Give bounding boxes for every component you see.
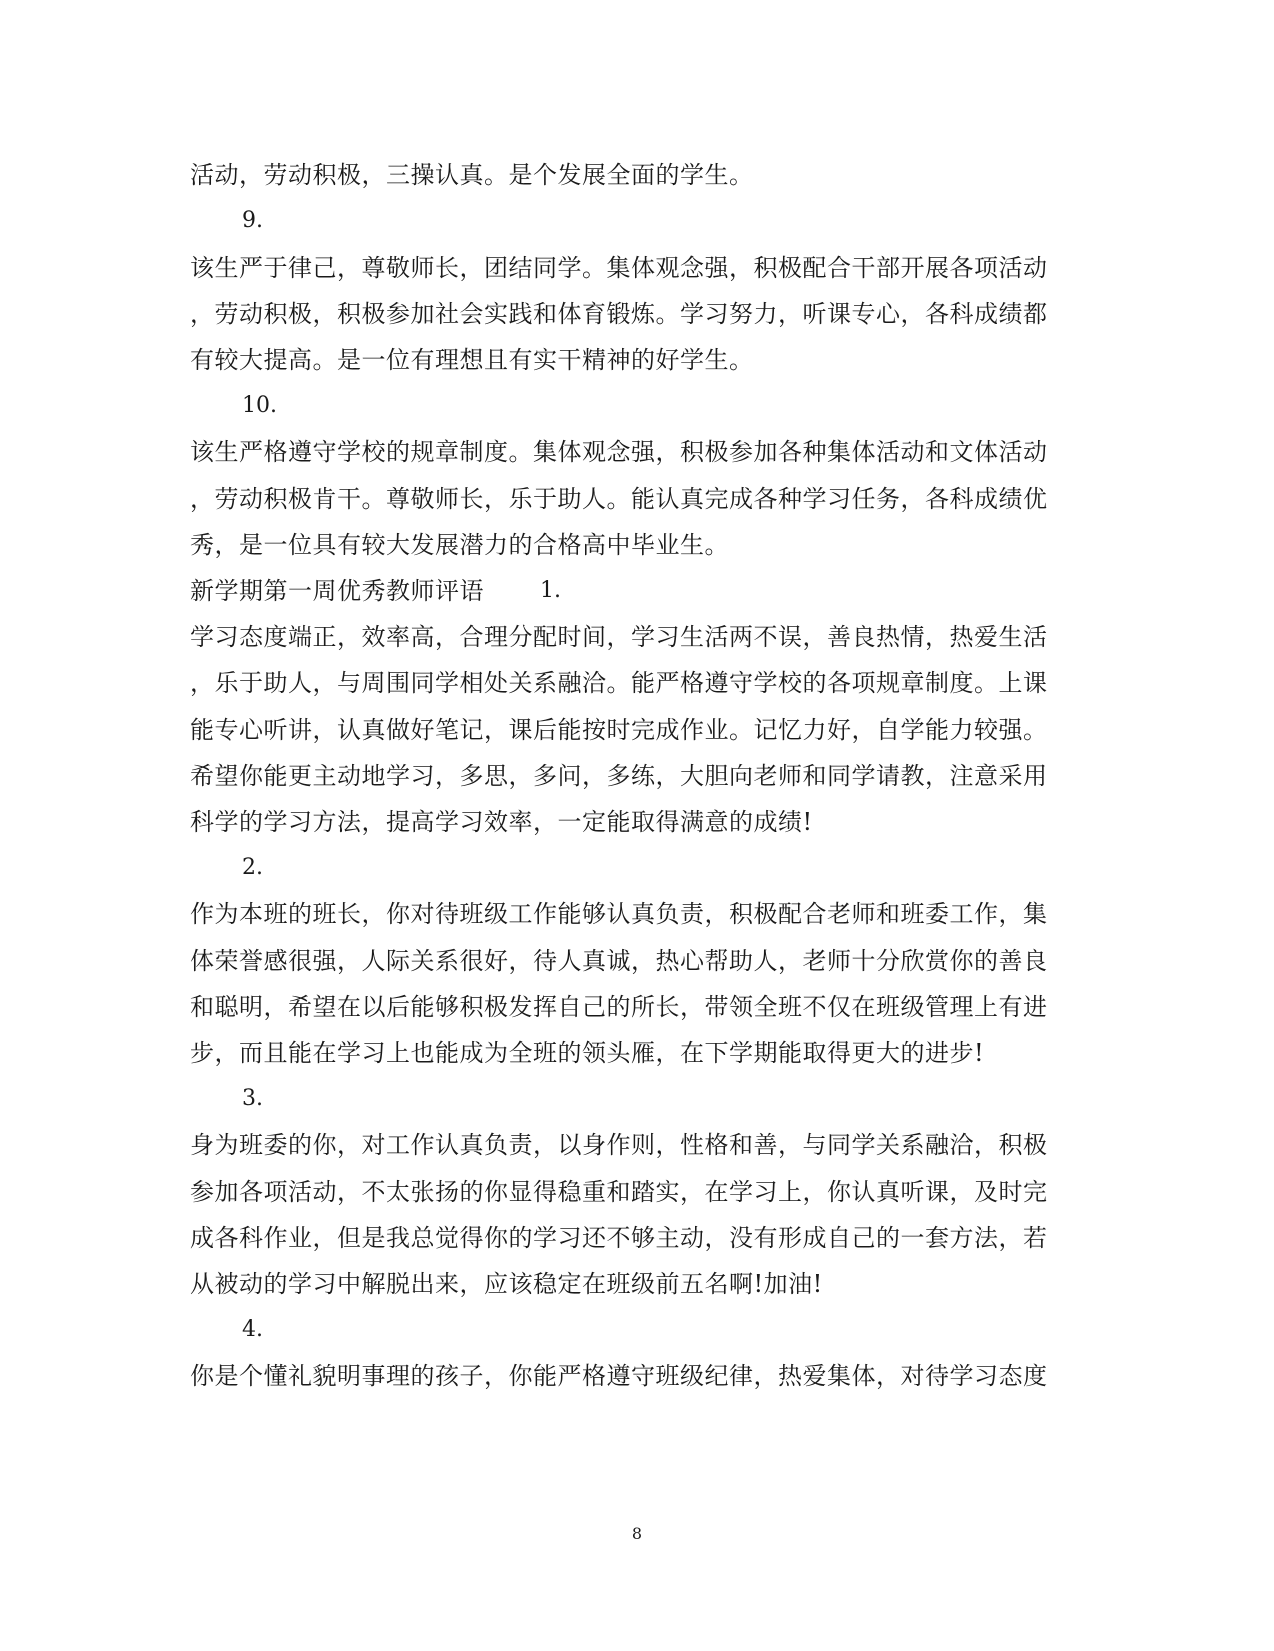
text-line: ，劳动积极肯干。尊敬师长，乐于助人。能认真完成各种学习任务，各科成绩优 [190, 485, 1048, 513]
item-number: 10. [242, 393, 277, 418]
section-heading: 新学期第一周优秀教师评语 [190, 577, 484, 605]
item-number: 9. [242, 208, 263, 233]
text-line: 你是个懂礼貌明事理的孩子，你能严格遵守班级纪律，热爱集体，对待学习态度 [190, 1362, 1048, 1390]
text-line: 秀，是一位具有较大发展潜力的合格高中毕业生。 [190, 531, 729, 559]
text-line: 科学的学习方法，提高学习效率，一定能取得满意的成绩! [190, 808, 813, 836]
text-line: 参加各项活动，不太张扬的你显得稳重和踏实，在学习上，你认真听课，及时完 [190, 1178, 1048, 1206]
item-number: 3. [242, 1086, 263, 1111]
page-number: 8 [631, 1524, 643, 1543]
text-line: ，乐于助人，与周围同学相处关系融洽。能严格遵守学校的各项规章制度。上课 [190, 669, 1048, 697]
text-line: 学习态度端正，效率高，合理分配时间，学习生活两不误，善良热情，热爱生活 [190, 623, 1048, 651]
text-line: 身为班委的你，对工作认真负责，以身作则，性格和善，与同学关系融洽，积极 [190, 1131, 1048, 1159]
text-line: 从被动的学习中解脱出来，应该稳定在班级前五名啊!加油! [190, 1270, 823, 1298]
item-number: 2. [242, 855, 263, 880]
item-number: 4. [242, 1317, 263, 1342]
text-line: 活动，劳动积极，三操认真。是个发展全面的学生。 [190, 161, 754, 189]
text-line: 该生严格遵守学校的规章制度。集体观念强，积极参加各种集体活动和文体活动 [190, 438, 1048, 466]
text-line: 步，而且能在学习上也能成为全班的领头雁，在下学期能取得更大的进步! [190, 1039, 985, 1067]
text-line: 成各科作业，但是我总觉得你的学习还不够主动，没有形成自己的一套方法，若 [190, 1224, 1048, 1252]
text-line: 该生严于律己，尊敬师长，团结同学。集体观念强，积极配合干部开展各项活动 [190, 254, 1048, 282]
text-line: 作为本班的班长，你对待班级工作能够认真负责，积极配合老师和班委工作，集 [190, 900, 1048, 928]
text-line: 体荣誉感很强，人际关系很好，待人真诚，热心帮助人，老师十分欣赏你的善良 [190, 947, 1048, 975]
text-line: 能专心听讲，认真做好笔记，课后能按时完成作业。记忆力好，自学能力较强。 [190, 716, 1048, 744]
text-line: 和聪明，希望在以后能够积极发挥自己的所长，带领全班不仅在班级管理上有进 [190, 993, 1048, 1021]
text-line: ，劳动积极，积极参加社会实践和体育锻炼。学习努力，听课专心，各科成绩都 [190, 300, 1048, 328]
text-line: 有较大提高。是一位有理想且有实干精神的好学生。 [190, 346, 754, 374]
text-line: 希望你能更主动地学习，多思，多问，多练，大胆向老师和同学请教，注意采用 [190, 762, 1048, 790]
item-number: 1. [540, 578, 561, 603]
